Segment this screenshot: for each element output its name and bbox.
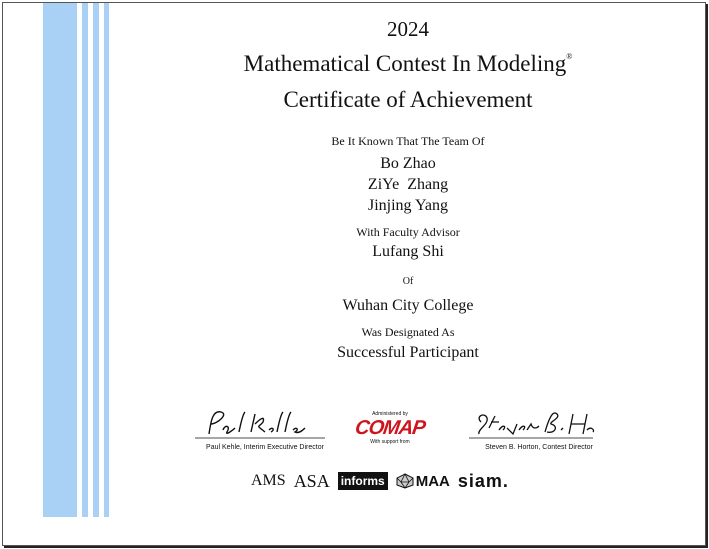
known-label: Be It Known That The Team Of xyxy=(331,134,485,148)
director-caption: Paul Kehle, Interim Executive Director xyxy=(206,444,324,451)
comap-logo: COMAP xyxy=(353,417,427,439)
director-signature xyxy=(195,408,335,451)
maa-logo xyxy=(396,473,450,490)
institution-name: Wuhan City College xyxy=(342,297,474,314)
contest-name: Mathematical Contest In Modeling® xyxy=(243,51,573,76)
decorative-stripe xyxy=(104,3,109,517)
icosahedron-icon xyxy=(396,473,414,489)
comap-block xyxy=(355,411,425,445)
contest-year: 2024 xyxy=(387,17,429,41)
of-label: Of xyxy=(402,276,414,287)
advisor-name: Lufang Shi xyxy=(372,243,444,260)
administered-label: Administered by xyxy=(372,411,408,417)
decorative-stripe xyxy=(43,3,77,517)
siam-logo: siam. xyxy=(457,470,509,491)
sponsor-logos xyxy=(251,469,509,493)
decorative-stripe xyxy=(93,3,99,517)
ams-logo: AMS xyxy=(251,472,286,489)
maa-text: MAA xyxy=(415,472,450,490)
signature-icon xyxy=(195,408,325,442)
support-label: With support from xyxy=(370,439,410,445)
contest-director-signature xyxy=(469,408,609,451)
team-member: ZiYe Zhang xyxy=(367,176,449,193)
signature-icon xyxy=(469,408,599,442)
certificate-body xyxy=(111,3,705,545)
advisor-label: With Faculty Advisor xyxy=(356,225,460,239)
contest-director-caption: Steven B. Horton, Contest Director xyxy=(485,444,593,451)
designation-label: Was Designated As xyxy=(361,325,455,339)
team-member: Jinjing Yang xyxy=(367,197,449,214)
registered-mark: ® xyxy=(566,52,573,61)
certificate-title: Certificate of Achievement xyxy=(283,87,533,112)
informs-logo: informs xyxy=(338,472,388,490)
decorative-stripe xyxy=(82,3,88,517)
designation: Successful Participant xyxy=(337,344,479,361)
certificate-page xyxy=(2,2,706,546)
team-member: Bo Zhao xyxy=(380,155,436,172)
asa-logo: ASA xyxy=(293,470,330,491)
